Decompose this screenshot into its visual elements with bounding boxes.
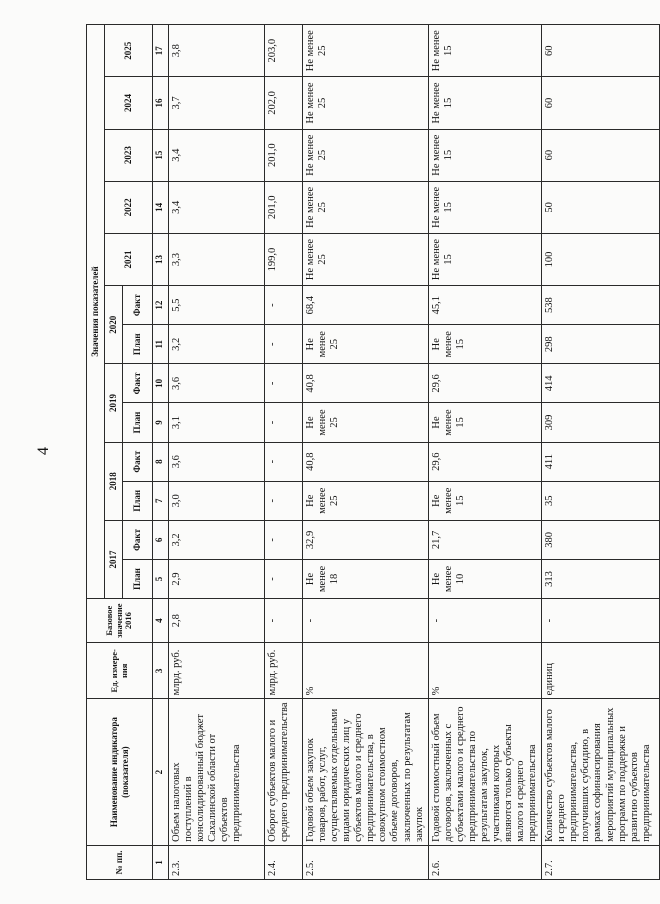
value-cell: 3,7 [169,77,265,129]
header-plan: План [123,403,153,442]
column-number: 16 [153,77,169,129]
header-base: Базовое значение 2016 [87,599,153,643]
value-cell: Не менее 18 [303,559,429,598]
value-cell: Не менее 25 [303,481,429,520]
value-cell: 5,5 [169,286,265,325]
column-number: 17 [153,25,169,77]
value-cell: 21,7 [428,520,542,559]
indicator-name: Объем налоговых поступлений в консолидированный бюджет Сахалинской области от субъектов предпринимательства [169,699,265,845]
value-cell: 32,9 [303,520,429,559]
column-number: 15 [153,129,169,181]
value-cell: 2,9 [169,559,265,598]
column-number: 3 [153,643,169,699]
unit-cell: единиц [542,643,660,699]
value-cell: 414 [542,364,660,403]
value-cell: 298 [542,325,660,364]
indicators-table [86,24,660,880]
column-number: 12 [153,286,169,325]
value-cell: 313 [542,559,660,598]
value-cell: 60 [542,77,660,129]
header-year: 2021 [105,233,153,285]
value-cell: - [265,403,303,442]
table-row [169,25,265,880]
value-cell: 29,6 [428,364,542,403]
row-number: 2.7. [542,845,660,879]
header-year: 2023 [105,129,153,181]
value-cell: Не менее 15 [428,403,542,442]
table-row [542,25,660,880]
value-cell: Не менее 25 [303,325,429,364]
column-number: 1 [153,845,169,879]
header-num: № пп. [87,845,153,879]
value-cell: - [265,481,303,520]
value-cell: 538 [542,286,660,325]
value-cell: 3,6 [169,364,265,403]
value-cell: 35 [542,481,660,520]
header-plan: План [123,325,153,364]
header-values: Значения показателей [87,25,105,599]
header-plan: План [123,559,153,598]
value-cell: Не менее 10 [428,559,542,598]
value-cell: 201,0 [265,129,303,181]
row-number: 2.5. [303,845,429,879]
value-cell: Не менее 15 [428,181,542,233]
value-cell: Не менее 15 [428,25,542,77]
value-cell: 309 [542,403,660,442]
table-row [303,25,429,880]
indicator-name: Годовой стоимостный объем договоров, заключенных с субъектами малого и среднего предпринимательства по результатам закупок, участниками которых являются только субъекты малого и среднего предпринимательства [428,699,542,845]
header-fact: Факт [123,286,153,325]
value-cell: Не менее 25 [303,233,429,285]
base-value: - [265,599,303,643]
table-row [428,25,542,880]
value-cell: 411 [542,442,660,481]
value-cell: 3,0 [169,481,265,520]
header-year: 2022 [105,181,153,233]
value-cell: 3,3 [169,233,265,285]
value-cell: Не менее 15 [428,325,542,364]
header-year: 2019 [105,364,123,442]
value-cell: - [265,364,303,403]
header-plan: План [123,481,153,520]
header-year: 2024 [105,77,153,129]
value-cell: 3,6 [169,442,265,481]
value-cell: 3,4 [169,181,265,233]
value-cell: 201,0 [265,181,303,233]
indicator-name: Оборот субъектов малого и среднего предпринимательства [265,699,303,845]
header-year: 2018 [105,442,123,520]
column-number: 14 [153,181,169,233]
value-cell: Не менее 25 [303,25,429,77]
header-fact: Факт [123,520,153,559]
column-number: 13 [153,233,169,285]
column-number: 4 [153,599,169,643]
base-value: 2,8 [169,599,265,643]
value-cell: 203,0 [265,25,303,77]
header-unit: Ед. измере-ния [87,643,153,699]
value-cell: 3,8 [169,25,265,77]
indicator-name: Годовой объем закупок товаров, работ, услуг, осуществляемых отдельными видами юридических лиц у субъектов малого и среднего предпринимательства, в совокупном стоимостном объеме договоров, заключенных по результатам закупок [303,699,429,845]
column-number: 8 [153,442,169,481]
table-frame [86,24,652,880]
row-number: 2.6. [428,845,542,879]
value-cell: Не менее 15 [428,233,542,285]
unit-cell: % [428,643,542,699]
header-year: 2017 [105,520,123,598]
value-cell: 380 [542,520,660,559]
row-number: 2.4. [265,845,303,879]
column-number: 10 [153,364,169,403]
base-value: - [428,599,542,643]
page-number: 4 [35,447,52,455]
value-cell: - [265,520,303,559]
header-fact: Факт [123,364,153,403]
indicator-name: Количество субъектов малого и среднего предпринимательства, получивших субсидию, в рамках софинансирования мероприятий муниципальных программ по поддержке и развитию субъектов предпринимательства [542,699,660,845]
value-cell: - [265,559,303,598]
value-cell: 45,1 [428,286,542,325]
value-cell: Не менее 25 [303,77,429,129]
value-cell: 40,8 [303,364,429,403]
value-cell: 202,0 [265,77,303,129]
column-number: 9 [153,403,169,442]
header-name: Наименование индикатора (показателя) [87,699,153,845]
value-cell: 199,0 [265,233,303,285]
unit-cell: млрд. руб. [169,643,265,699]
value-cell: Не менее 25 [303,129,429,181]
value-cell: 100 [542,233,660,285]
unit-cell: % [303,643,429,699]
value-cell: Не менее 15 [428,481,542,520]
value-cell: 68,4 [303,286,429,325]
header-year: 2020 [105,286,123,364]
column-number: 6 [153,520,169,559]
value-cell: 3,1 [169,403,265,442]
column-number: 2 [153,699,169,845]
column-number: 11 [153,325,169,364]
value-cell: 3,2 [169,325,265,364]
value-cell: - [265,286,303,325]
value-cell: 40,8 [303,442,429,481]
column-number: 7 [153,481,169,520]
value-cell: 3,2 [169,520,265,559]
base-value: - [303,599,429,643]
value-cell: - [265,325,303,364]
value-cell: Не менее 15 [428,129,542,181]
unit-cell: млрд. руб. [265,643,303,699]
column-number: 5 [153,559,169,598]
value-cell: - [265,442,303,481]
base-value: - [542,599,660,643]
value-cell: Не менее 25 [303,181,429,233]
value-cell: 3,4 [169,129,265,181]
value-cell: Не менее 25 [303,403,429,442]
value-cell: 60 [542,25,660,77]
table-row [265,25,303,880]
column-number-row [153,25,169,880]
row-number: 2.3. [169,845,265,879]
header-year: 2025 [105,25,153,77]
value-cell: Не менее 15 [428,77,542,129]
value-cell: 50 [542,181,660,233]
value-cell: 60 [542,129,660,181]
value-cell: 29,6 [428,442,542,481]
header-fact: Факт [123,442,153,481]
